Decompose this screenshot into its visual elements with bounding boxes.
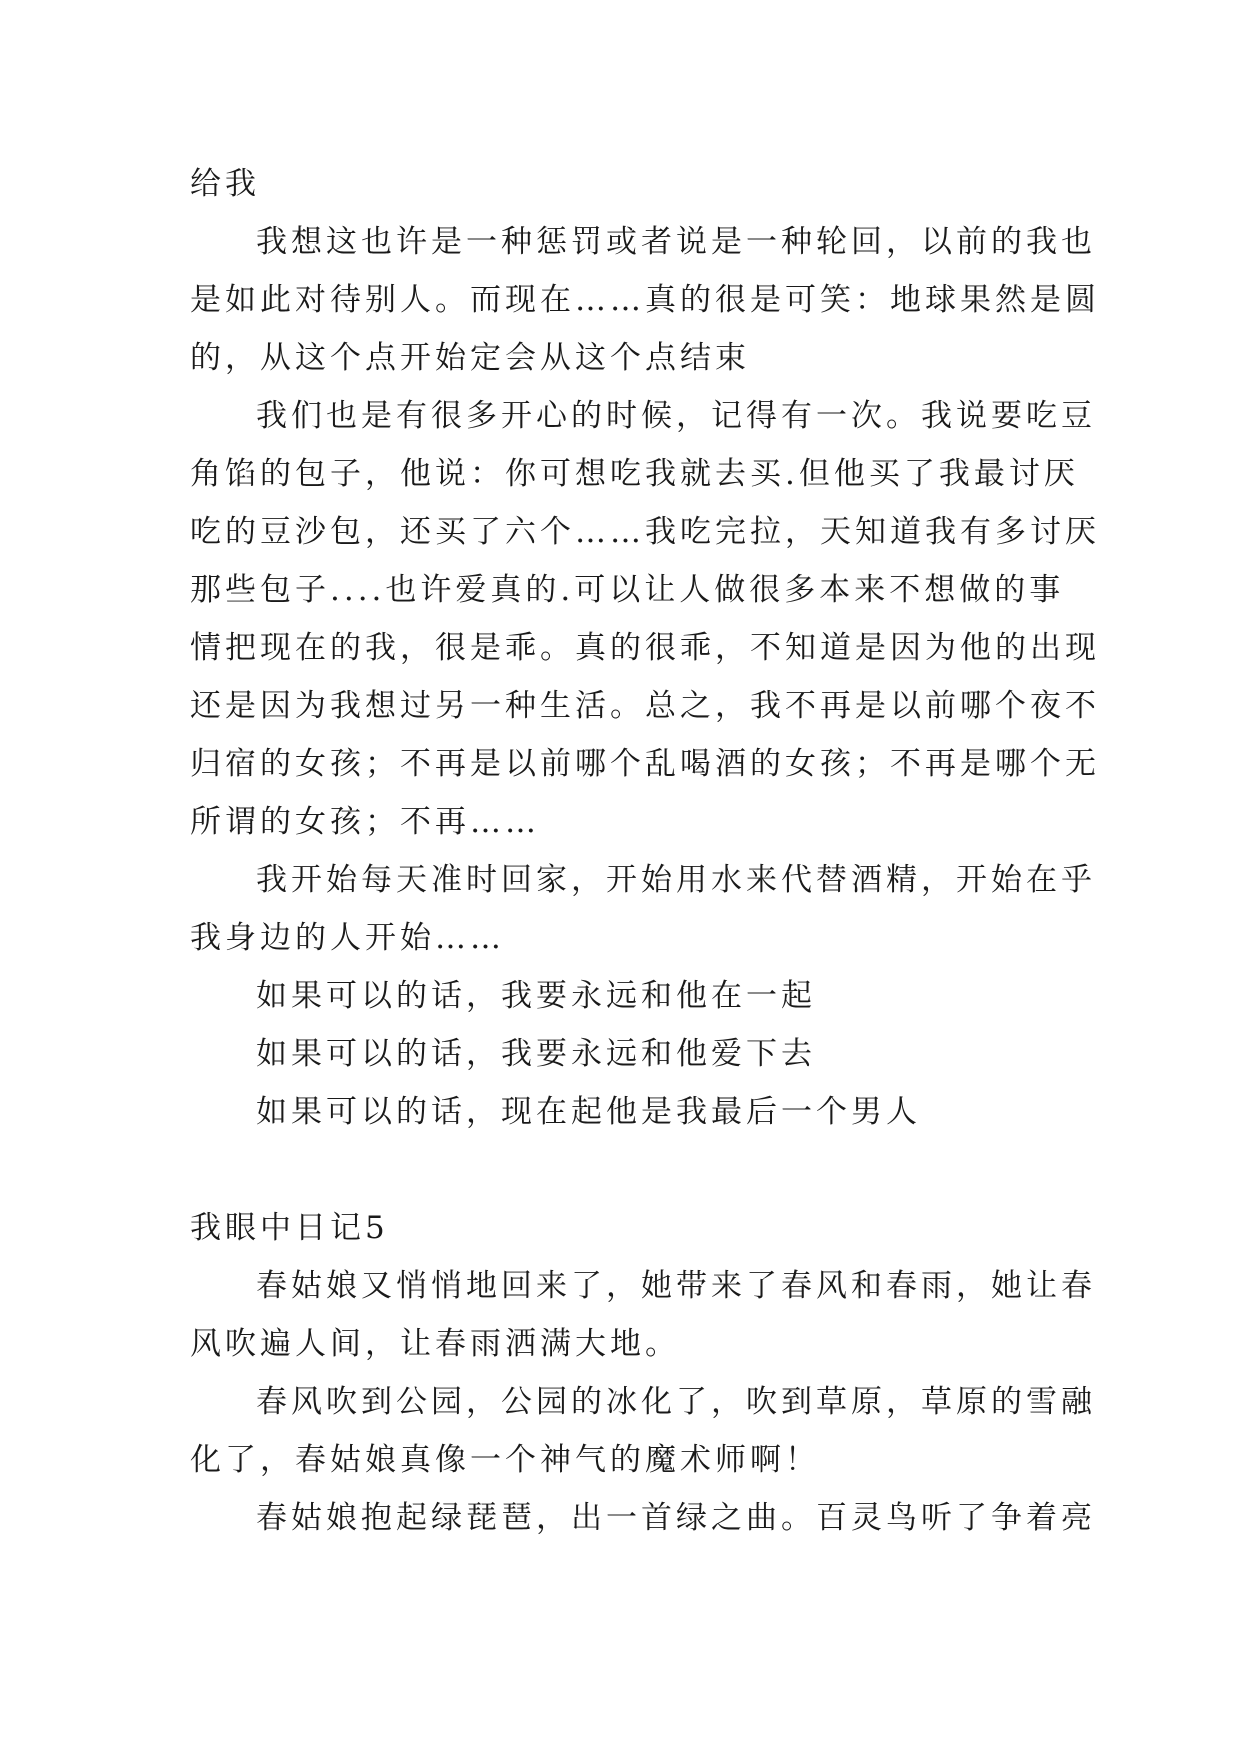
paragraph bbox=[190, 1257, 1096, 1373]
text-line: 如果可以的话，现在起他是我最后一个男人 bbox=[256, 1094, 921, 1130]
paragraph bbox=[190, 1373, 1096, 1489]
text-line: 吃的豆沙包，还买了六个……我吃完拉，天知道我有多讨厌 bbox=[190, 514, 1100, 550]
paragraph bbox=[190, 387, 1100, 851]
text-line: 我们也是有很多开心的时候，记得有一次。我说要吃豆 bbox=[256, 398, 1096, 434]
section-heading: 给我 bbox=[190, 166, 260, 202]
text-line: 是如此对待别人。而现在……真的很是可笑：地球果然是圆 bbox=[190, 282, 1100, 318]
text-line: 情把现在的我，很是乖。真的很乖，不知道是因为他的出现 bbox=[190, 630, 1100, 666]
text-line: 角馅的包子，他说：你可想吃我就去买.但他买了我最讨厌 bbox=[190, 456, 1079, 492]
text-line: 还是因为我想过另一种生活。总之，我不再是以前哪个夜不 bbox=[190, 688, 1100, 724]
section-heading: 我眼中日记5 bbox=[190, 1210, 389, 1246]
text-line: 所谓的女孩；不再…… bbox=[190, 804, 540, 840]
document-page bbox=[190, 155, 1100, 1547]
section-gap bbox=[190, 1141, 1050, 1199]
text-line: 如果可以的话，我要永远和他在一起 bbox=[256, 978, 816, 1014]
text-line: 归宿的女孩；不再是以前哪个乱喝酒的女孩；不再是哪个无 bbox=[190, 746, 1100, 782]
paragraph bbox=[190, 1489, 1096, 1547]
text-line: 化了，春姑娘真像一个神气的魔术师啊！ bbox=[190, 1442, 820, 1478]
paragraph bbox=[190, 1083, 1050, 1141]
text-line: 春风吹到公园，公园的冰化了，吹到草原，草原的雪融 bbox=[256, 1384, 1096, 1420]
paragraph bbox=[190, 1025, 1050, 1083]
paragraph bbox=[190, 851, 1096, 967]
text-line: 如果可以的话，我要永远和他爱下去 bbox=[256, 1036, 816, 1072]
paragraph bbox=[190, 213, 1100, 387]
text-line: 我身边的人开始…… bbox=[190, 920, 505, 956]
text-line: 的，从这个点开始定会从这个点结束 bbox=[190, 340, 750, 376]
text-line: 我想这也许是一种惩罚或者说是一种轮回，以前的我也 bbox=[256, 224, 1096, 260]
text-line: 风吹遍人间，让春雨洒满大地。 bbox=[190, 1326, 680, 1362]
text-line: 春姑娘抱起绿琵琶，出一首绿之曲。百灵鸟听了争着亮 bbox=[256, 1500, 1096, 1536]
paragraph bbox=[190, 967, 1050, 1025]
text-line: 春姑娘又悄悄地回来了，她带来了春风和春雨，她让春 bbox=[256, 1268, 1096, 1304]
text-line: 我开始每天准时回家，开始用水来代替酒精，开始在乎 bbox=[256, 862, 1096, 898]
text-line: 那些包子....也许爱真的.可以让人做很多本来不想做的事 bbox=[190, 572, 1065, 608]
